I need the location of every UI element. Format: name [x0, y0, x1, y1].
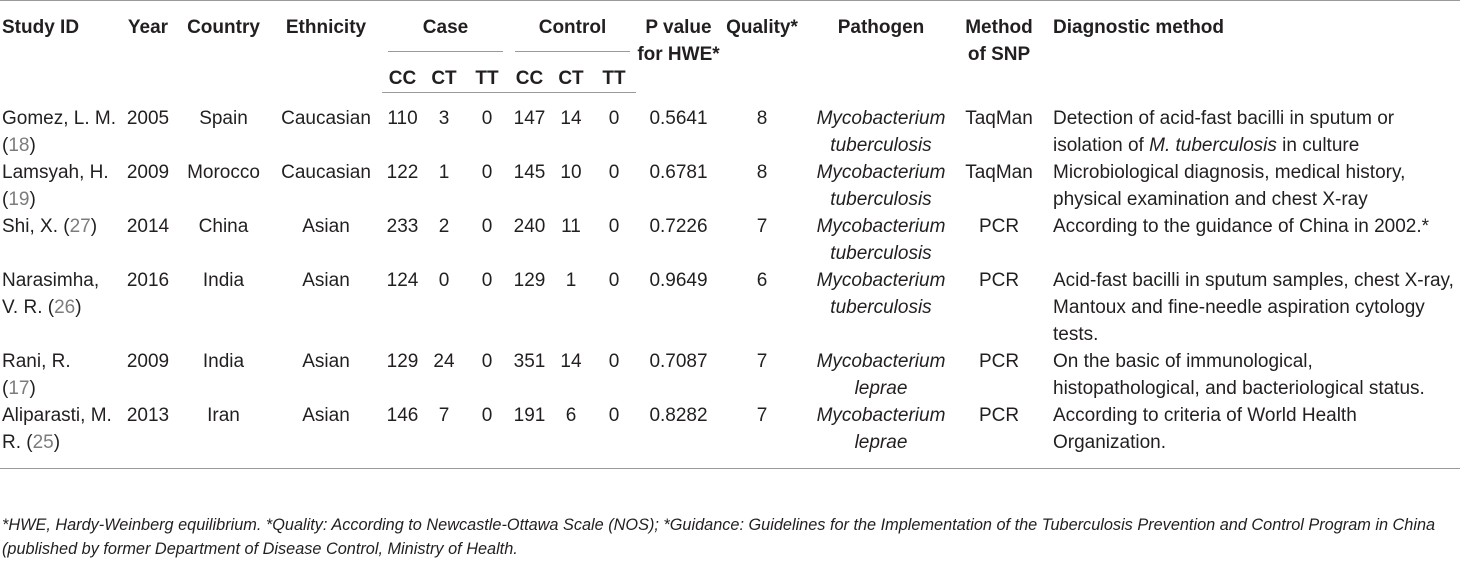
reference-link[interactable]: 25 [32, 431, 54, 453]
cell-control-ct: 1 [565, 269, 577, 291]
cell-method: TaqMan [965, 107, 1033, 129]
diagnostic-text: According to criteria of World Health Organization. [1053, 404, 1357, 453]
header-year: Year [119, 1, 177, 93]
diagnostic-text: According to the guidance of China in 2002.* [1053, 215, 1430, 237]
cell-control-cc: 145 [513, 161, 546, 183]
cell-control-tt: 0 [608, 161, 620, 183]
cell-quality: 7 [756, 350, 768, 372]
subheader-case-tt: TT [465, 55, 509, 93]
cell-quality: 8 [756, 107, 768, 129]
cell-control-ct: 11 [561, 215, 581, 237]
cell-control-cc: 351 [513, 350, 546, 372]
table-row [0, 93, 1460, 159]
study-name: Rani, R. [2, 350, 71, 372]
study-name: Narasimha, V. R. [2, 269, 100, 318]
cell-control-ct: 14 [560, 350, 582, 372]
cell-method: PCR [959, 402, 1039, 469]
cell-study-id: Rani, R. (17) [2, 350, 71, 399]
reference-link[interactable]: 17 [8, 377, 30, 399]
cell-p-value: 0.5641 [649, 107, 708, 129]
cell-case-tt: 0 [481, 161, 493, 183]
diagnostic-text: On the basic of immunological, histopathological, and bacteriological status. [1053, 350, 1425, 399]
header-case: Case [422, 17, 469, 38]
subheader-case-cc: CC [382, 55, 423, 93]
cell-control-tt: 0 [608, 108, 620, 129]
cell-quality: 6 [756, 269, 768, 291]
cell-case-cc: 122 [386, 161, 419, 183]
header-control: Control [538, 17, 607, 38]
cell-pathogen: Mycobacterium leprae [816, 350, 946, 399]
cell-ethnicity: Asian [270, 402, 382, 469]
reference-link[interactable]: 18 [8, 134, 30, 156]
table-row [0, 213, 1460, 267]
cell-study-id: Narasimha, V. R. (26) [2, 269, 100, 318]
cell-case-tt: 0 [465, 402, 509, 469]
cell-p-value: 0.7087 [649, 350, 708, 372]
table-row [0, 267, 1460, 348]
diagnostic-text: Microbiological diagnosis, medical history, physical examination and chest X-ray [1053, 161, 1406, 210]
cell-method: PCR [978, 215, 1020, 237]
cell-case-cc: 233 [386, 215, 419, 237]
table-footnote: *HWE, Hardy-Weinberg equilibrium. *Quality: According to Newcastle-Ottawa Scale (NOS); *Guidance: Guidelines for the Implementation of the Tuberculosis Prevention and Control Program in China (published by former Department of Disease Control, Ministry of Health. [2, 516, 1436, 558]
diagnostic-text-end: in culture [1276, 134, 1360, 156]
cell-control-cc: 129 [513, 269, 546, 291]
cell-ethnicity: Asian [302, 269, 350, 291]
header-diagnostic-method: Diagnostic method [1039, 1, 1460, 93]
cell-diagnostic [1039, 213, 1460, 267]
study-name: Aliparasti, M. R. [2, 404, 112, 453]
cell-study-id: Shi, X. (27) [2, 215, 98, 237]
cell-case-tt: 0 [481, 350, 493, 372]
cell-case-cc: 110 [387, 108, 418, 129]
cell-country: Iran [177, 402, 270, 469]
cell-year: 2013 [119, 402, 177, 469]
cell-p-value: 0.8282 [636, 402, 721, 469]
header-case-group [382, 1, 509, 56]
cell-control-tt: 0 [608, 350, 620, 372]
cell-country: Spain [199, 107, 248, 129]
header-p-value: P value for HWE* [636, 1, 721, 93]
control-group-rule [515, 51, 630, 52]
subheader-control-ct: CT [550, 55, 592, 93]
cell-diagnostic [1039, 93, 1460, 159]
cell-control-cc: 191 [509, 402, 550, 469]
cell-pathogen: Mycobacterium tuberculosis [816, 107, 946, 156]
cell-method: PCR [978, 350, 1020, 372]
cell-case-tt: 0 [481, 215, 493, 237]
diagnostic-text: Acid-fast bacilli in sputum samples, chest X-ray, Mantoux and fine-needle aspiration cytology tests. [1053, 269, 1454, 345]
header-country: Country [177, 1, 270, 93]
cell-country: India [202, 269, 245, 291]
cell-year: 2014 [126, 215, 170, 237]
cell-ethnicity: Asian [302, 215, 350, 237]
cell-case-cc: 146 [382, 402, 423, 469]
cell-case-ct: 1 [438, 161, 450, 183]
cell-diagnostic [1039, 402, 1460, 469]
reference-link[interactable]: 27 [69, 215, 91, 237]
cell-control-ct: 14 [560, 108, 582, 129]
cell-p-value: 0.9649 [649, 269, 708, 291]
cell-case-cc: 124 [386, 269, 419, 291]
table-row [0, 402, 1460, 469]
table-row [0, 159, 1460, 213]
cell-country: Morocco [187, 161, 260, 183]
header-row [0, 1, 1460, 56]
header-method-snp: Method of SNP [959, 1, 1039, 93]
header-control-group [509, 1, 636, 56]
cell-case-tt: 0 [481, 108, 493, 129]
cell-control-ct: 10 [560, 161, 582, 183]
cell-ethnicity: Asian [302, 350, 350, 372]
cell-control-tt: 0 [608, 269, 620, 291]
cell-year: 2005 [126, 107, 170, 129]
cell-control-tt: 0 [608, 215, 620, 237]
cell-study-id: Gomez, L. M. (18) [2, 107, 117, 156]
subheader-control-cc: CC [509, 55, 550, 93]
cell-case-ct: 0 [438, 269, 450, 291]
cell-quality: 7 [756, 215, 768, 237]
header-ethnicity: Ethnicity [270, 1, 382, 93]
cell-case-ct: 7 [423, 402, 465, 469]
cell-control-ct: 6 [550, 402, 592, 469]
header-pathogen: Pathogen [803, 1, 959, 93]
header-quality: Quality* [721, 1, 803, 93]
cell-control-tt: 0 [592, 402, 636, 469]
header-study-id: Study ID [0, 1, 119, 93]
cell-diagnostic [1039, 348, 1460, 402]
cell-study-id: Lamsyah, H. (19) [2, 161, 109, 210]
cell-quality: 7 [721, 402, 803, 469]
cell-ethnicity: Caucasian [281, 161, 371, 183]
diagnostic-italic: M. tuberculosis [1149, 134, 1277, 156]
reference-link[interactable]: 26 [54, 296, 76, 318]
cell-p-value: 0.7226 [649, 215, 708, 237]
cell-control-cc: 240 [513, 215, 546, 237]
cell-control-cc: 147 [513, 108, 546, 129]
cell-country: China [198, 215, 249, 237]
cell-pathogen: Mycobacterium tuberculosis [816, 269, 946, 318]
cell-year: 2016 [126, 269, 170, 291]
cell-pathogen: Mycobacterium tuberculosis [816, 161, 946, 210]
diagnostic-text: Detection of acid-fast bacilli in sputum or isolation of [1053, 107, 1395, 156]
cell-year: 2009 [126, 350, 170, 372]
cell-diagnostic [1039, 267, 1460, 348]
cell-study-id: Aliparasti, M. R. (25) [0, 402, 119, 469]
cell-p-value: 0.6781 [649, 161, 708, 183]
reference-link[interactable]: 19 [8, 188, 30, 210]
cell-case-tt: 0 [481, 269, 493, 291]
cell-case-cc: 129 [386, 350, 419, 372]
study-name: Gomez, L. M. [2, 107, 117, 129]
cell-case-ct: 24 [433, 350, 455, 372]
cell-method: TaqMan [965, 161, 1033, 183]
cell-pathogen: Mycobacterium leprae [803, 402, 959, 469]
cell-case-ct: 3 [438, 108, 450, 129]
study-name: Shi, X. [2, 215, 58, 237]
table-row [0, 348, 1460, 402]
cell-ethnicity: Caucasian [281, 107, 371, 129]
cell-diagnostic [1039, 159, 1460, 213]
cell-case-ct: 2 [438, 215, 450, 237]
case-group-rule [388, 51, 503, 52]
study-name: Lamsyah, H. [2, 161, 109, 183]
cell-country: India [202, 350, 245, 372]
subheader-case-ct: CT [423, 55, 465, 93]
cell-quality: 8 [756, 161, 768, 183]
subheader-control-tt: TT [592, 55, 636, 93]
cell-method: PCR [978, 269, 1020, 291]
cell-pathogen: Mycobacterium tuberculosis [816, 215, 946, 264]
cell-year: 2009 [126, 161, 170, 183]
